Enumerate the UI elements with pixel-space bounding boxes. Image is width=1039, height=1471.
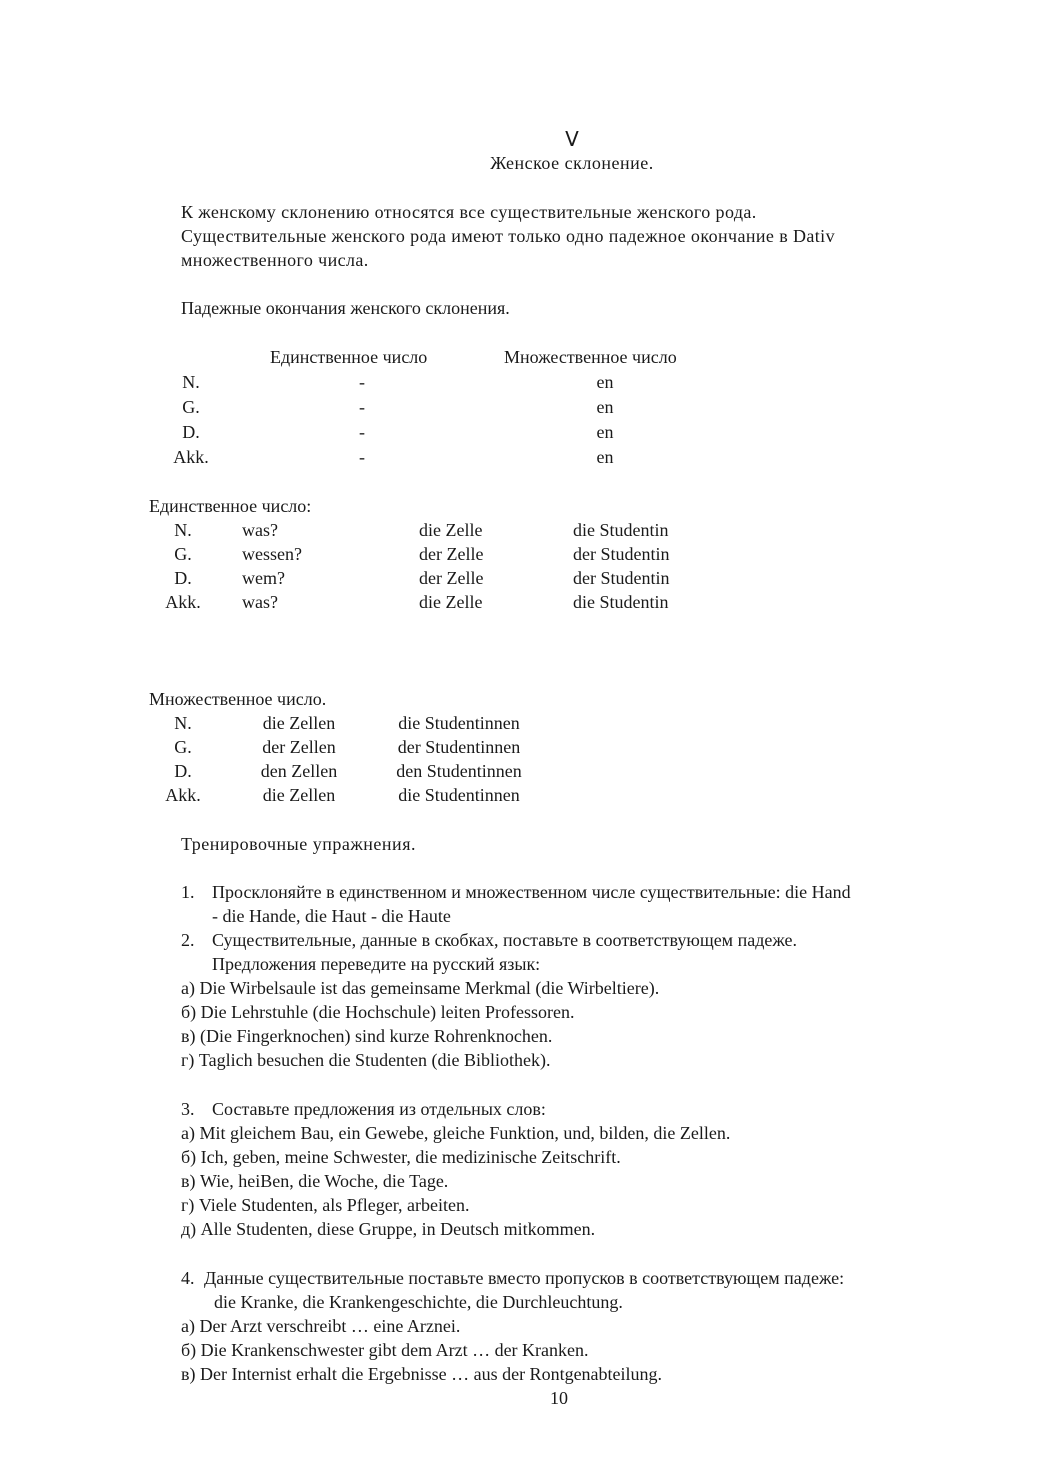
- case-label: G.: [174, 737, 192, 757]
- plural-ending: en: [596, 422, 614, 442]
- exercise-3-item: г) Viele Studenten, als Pfleger, arbeiten.: [181, 1195, 470, 1215]
- case-label: N.: [182, 372, 200, 392]
- noun-form: der Studentin: [573, 568, 670, 588]
- case-label: D.: [174, 761, 192, 781]
- endings-col-singular: Единственное число: [270, 347, 428, 367]
- intro-line-1: К женскому склонению относятся все существительные женского рода.: [181, 202, 757, 222]
- exercise-1-line-1: Просклоняйте в единственном и множественном числе существительные: die Hand: [212, 882, 851, 902]
- case-question: wessen?: [242, 544, 302, 564]
- exercise-4-item: б) Die Krankenschwester gibt dem Arzt … der Kranken.: [181, 1340, 589, 1360]
- exercise-2-item: а) Die Wirbelsaule ist das gemeinsame Merkmal (die Wirbeltiere).: [181, 978, 660, 998]
- exercise-3-line-1: Составьте предложения из отдельных слов:: [212, 1099, 546, 1119]
- case-question: was?: [242, 592, 278, 612]
- exercise-3-item: а) Mit gleichem Bau, ein Gewebe, gleiche Funktion, und, bilden, die Zellen.: [181, 1123, 731, 1143]
- noun-form: die Zellen: [262, 713, 336, 733]
- case-label: N.: [174, 713, 192, 733]
- noun-form: den Zellen: [260, 761, 338, 781]
- noun-form: der Studentinnen: [397, 737, 521, 757]
- noun-form: die Studentinnen: [398, 785, 520, 805]
- noun-form: die Studentin: [573, 520, 669, 540]
- noun-form: die Studentinnen: [398, 713, 520, 733]
- singular-ending: -: [359, 422, 365, 442]
- chapter-numeral: V: [565, 127, 579, 151]
- plural-ending: en: [596, 397, 614, 417]
- singular-ending: -: [359, 372, 365, 392]
- exercise-4-number: 4.: [181, 1268, 195, 1288]
- singular-ending: -: [359, 447, 365, 467]
- singular-ending: -: [359, 397, 365, 417]
- exercise-2-item: б) Die Lehrstuhle (die Hochschule) leiten Professoren.: [181, 1002, 575, 1022]
- exercise-2-line-1: Существительные, данные в скобках, поставьте в соответствующем падеже.: [212, 930, 798, 950]
- case-label: D.: [174, 568, 192, 588]
- exercise-3-item: в) Wie, heiBen, die Woche, die Tage.: [181, 1171, 449, 1191]
- noun-form: die Studentin: [573, 592, 669, 612]
- case-label: Akk.: [173, 447, 209, 467]
- noun-form: der Zelle: [419, 544, 484, 564]
- endings-title: Падежные окончания женского склонения.: [181, 298, 510, 318]
- exercises-title: Тренировочные упражнения.: [181, 834, 416, 854]
- exercise-4-line-1: Данные существительные поставьте вместо пропусков в соответствующем падеже:: [204, 1268, 845, 1288]
- intro-line-2: Существительные женского рода имеют только одно падежное окончание в Dativ: [181, 226, 835, 246]
- exercise-2-number: 2.: [181, 930, 195, 950]
- noun-form: die Zellen: [262, 785, 336, 805]
- exercise-1-number: 1.: [181, 882, 195, 902]
- noun-form: die Zelle: [419, 520, 483, 540]
- chapter-title: Женское склонение.: [490, 153, 654, 173]
- case-label: G.: [182, 397, 200, 417]
- intro-line-3: множественного числа.: [181, 250, 369, 270]
- exercise-3-item: д) Alle Studenten, diese Gruppe, in Deutsch mitkommen.: [181, 1219, 596, 1239]
- case-question: wem?: [242, 568, 285, 588]
- exercise-2-item: г) Taglich besuchen die Studenten (die Bibliothek).: [181, 1050, 551, 1070]
- exercise-3-number: 3.: [181, 1099, 195, 1119]
- singular-title: Единственное число:: [149, 496, 312, 516]
- exercise-4-line-2: die Kranke, die Krankengeschichte, die Durchleuchtung.: [214, 1292, 623, 1312]
- case-label: Akk.: [165, 785, 201, 805]
- case-label: Akk.: [165, 592, 201, 612]
- plural-title: Множественное число.: [149, 689, 327, 709]
- endings-col-plural: Множественное число: [504, 347, 677, 367]
- exercise-4-item: в) Der Internist erhalt die Ergebnisse … aus der Rontgenabteilung.: [181, 1364, 663, 1384]
- noun-form: den Studentinnen: [396, 761, 522, 781]
- exercise-2-item: в) (Die Fingerknochen) sind kurze Rohrenknochen.: [181, 1026, 553, 1046]
- plural-ending: en: [596, 447, 614, 467]
- plural-ending: en: [596, 372, 614, 392]
- noun-form: der Zelle: [419, 568, 484, 588]
- noun-form: der Zellen: [262, 737, 336, 757]
- exercise-3-item: б) Ich, geben, meine Schwester, die medizinische Zeitschrift.: [181, 1147, 621, 1167]
- noun-form: die Zelle: [419, 592, 483, 612]
- exercise-4-item: а) Der Arzt verschreibt … eine Arznei.: [181, 1316, 461, 1336]
- noun-form: der Studentin: [573, 544, 670, 564]
- case-label: N.: [174, 520, 192, 540]
- case-label: D.: [182, 422, 200, 442]
- case-question: was?: [242, 520, 278, 540]
- page-number: 10: [550, 1388, 568, 1408]
- exercise-1-line-2: - die Hande, die Haut - die Haute: [212, 906, 451, 926]
- case-label: G.: [174, 544, 192, 564]
- exercise-2-line-2: Предложения переведите на русский язык:: [212, 954, 541, 974]
